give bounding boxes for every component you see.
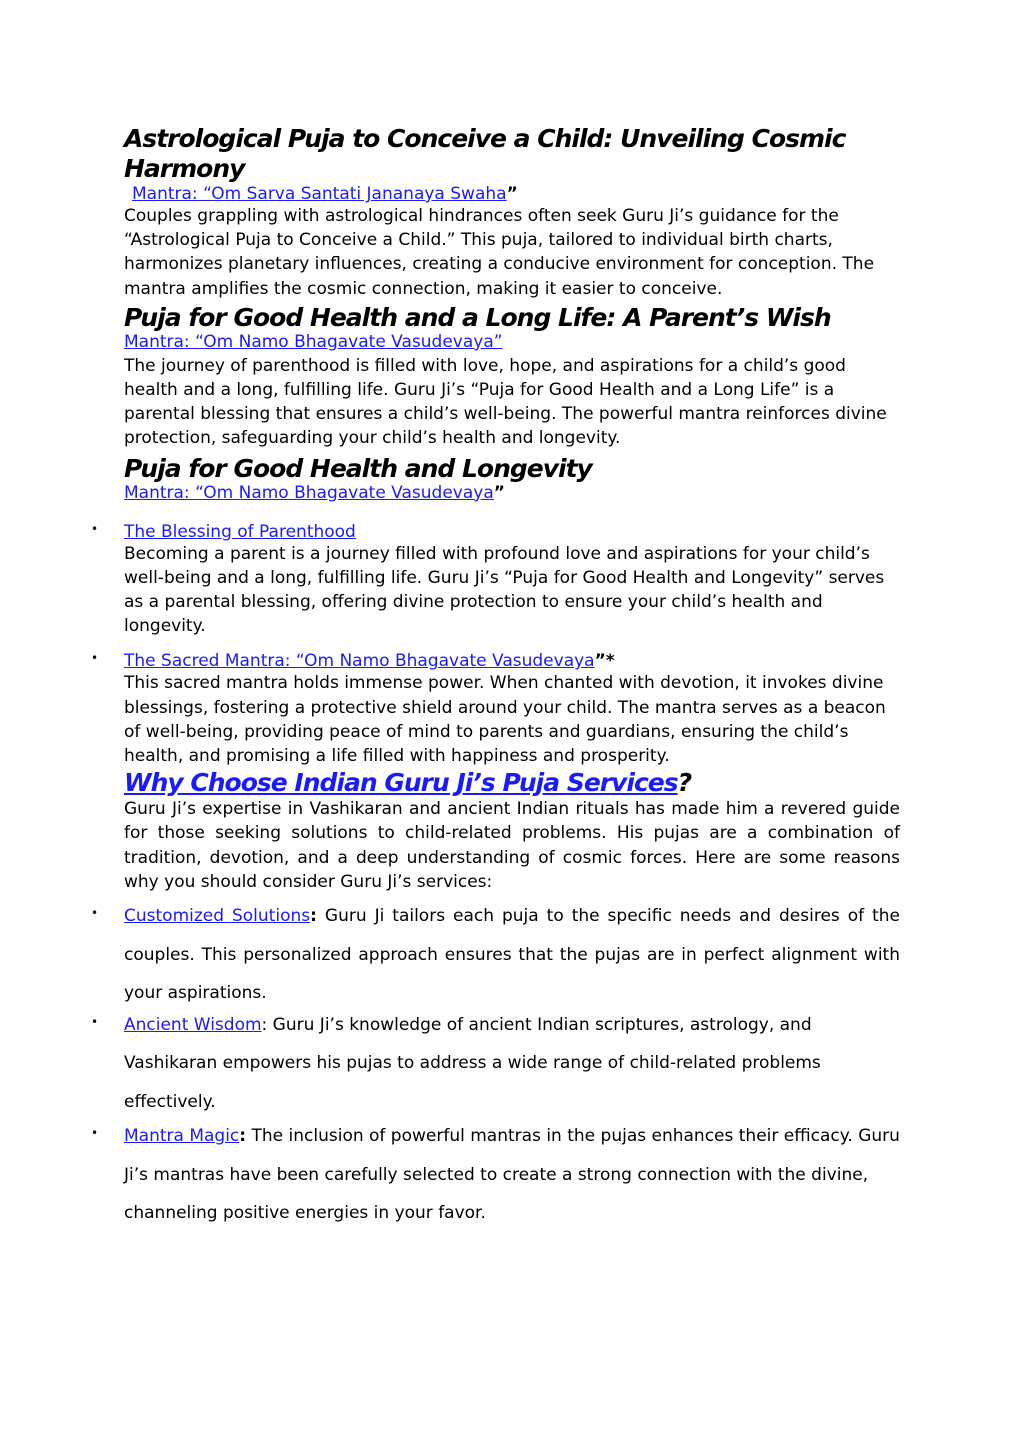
reason-text: Ancient Wisdom: Guru Ji’s knowledge of ancient Indian scriptures, astrology, and Vashikaran empowers his pujas to address a wide range of child-related problems effectively. <box>124 1014 821 1112</box>
mantra-line-longevity <box>124 483 900 503</box>
list-item-body: This sacred mantra holds immense power. When chanted with devotion, it invokes divine blessings, fostering a protective shield around your child. The mantra serves as a beacon of well-being, providing peace of mind to parents and guardians, ensuring the child’s health, and promising a life filled with happiness and prosperity. <box>124 673 886 767</box>
reason-link-ancient-wisdom[interactable]: Ancient Wisdom <box>124 1014 262 1035</box>
list-item <box>91 897 900 1013</box>
bullet-icon: • <box>91 651 99 666</box>
reason-link-mantra-magic[interactable]: Mantra Magic <box>124 1126 240 1147</box>
body-why: Guru Ji’s expertise in Vashikaran and ancient Indian rituals has made him a revered guide for those seeking solutions to child-related problems. His pujas are a combination of tradition, devotion, and a deep understanding of cosmic forces. Here are some reasons why you should consider Guru Ji’s services: <box>124 799 900 892</box>
bullet-icon: • <box>91 521 99 536</box>
reason-text: Customized Solutions: Guru Ji tailors each puja to the specific needs and desires of the couples. This personalized approach ensures that the pujas are in perfect alignment with your aspirations. <box>124 906 900 1004</box>
mantra-link-longevity[interactable]: Mantra: “Om Namo Bhagavate Vasudevaya <box>124 482 494 503</box>
reasons-list <box>91 897 900 1233</box>
list-item <box>91 1006 900 1122</box>
bullet-icon: • <box>91 1126 99 1141</box>
longevity-list <box>91 521 900 769</box>
list-item-heading <box>124 522 900 542</box>
section-title-longevity: Puja for Good Health and Longevity <box>124 453 592 483</box>
section-title-conceive: Astrological Puja to Conceive a Child: Unveiling Cosmic Harmony <box>124 124 846 183</box>
reason-link-customized-solutions[interactable]: Customized Solutions <box>124 906 311 927</box>
why-title-suffix: ? <box>677 768 692 798</box>
list-item-body: Becoming a parent is a journey filled with profound love and aspirations for your child’s well-being and a long, fulfilling life. Guru Ji’s “Puja for Good Health and Longevity” serves as a parental blessing, offering divine protection to ensure your child’s health and longevity. <box>124 543 885 637</box>
body-long-life: The journey of parenthood is filled with love, hope, and aspirations for a child’s good health and a long, fulfilling life. Guru Ji’s “Puja for Good Health and a Long Life” is a parental blessing that ensures a child’s well-being. The powerful mantra reinforces divine protection, safeguarding your child’s health and longevity. <box>124 355 887 449</box>
mantra-link-long-life[interactable]: Mantra: “Om Namo Bhagavate Vasudevaya” <box>124 331 503 352</box>
document-page <box>91 124 900 1233</box>
section-title-why <box>124 768 900 797</box>
bullet-icon: • <box>91 1014 99 1029</box>
mantra-line-long-life <box>124 332 900 352</box>
list-item-link[interactable]: The Sacred Mantra: “Om Namo Bhagavate Vasudevaya <box>124 651 595 672</box>
reason-text: Mantra Magic: The inclusion of powerful mantras in the pujas enhances their efficacy. Guru Ji’s mantras have been carefully selected to create a strong connection with the divine, channeling positive energies in your favor. <box>124 1126 900 1224</box>
mantra-line-conceive <box>124 184 900 204</box>
list-item <box>91 1117 900 1233</box>
why-title-link[interactable]: Why Choose Indian Guru Ji’s Puja Services <box>124 768 678 798</box>
mantra-close-quote: ” <box>506 184 518 204</box>
list-item-link[interactable]: The Blessing of Parenthood <box>124 521 356 542</box>
list-item <box>91 651 900 768</box>
bullet-icon: • <box>91 906 99 921</box>
body-conceive: Couples grappling with astrological hindrances often seek Guru Ji’s guidance for the “Astrological Puja to Conceive a Child.” This puja, tailored to individual birth charts, harmonizes planetary influences, creating a conducive environment for conception. The mantra amplifies the cosmic connection, making it easier to conceive. <box>124 206 875 299</box>
mantra-close-quote: ” <box>493 482 505 503</box>
list-item <box>91 521 900 639</box>
list-item-heading: The Sacred Mantra: “Om Namo Bhagavate Vasudevaya”* <box>124 651 615 672</box>
mantra-link-conceive[interactable]: Mantra: “Om Sarva Santati Jananaya Swaha <box>132 184 507 204</box>
section-title-long-life: Puja for Good Health and a Long Life: A Parent’s Wish <box>124 302 831 332</box>
